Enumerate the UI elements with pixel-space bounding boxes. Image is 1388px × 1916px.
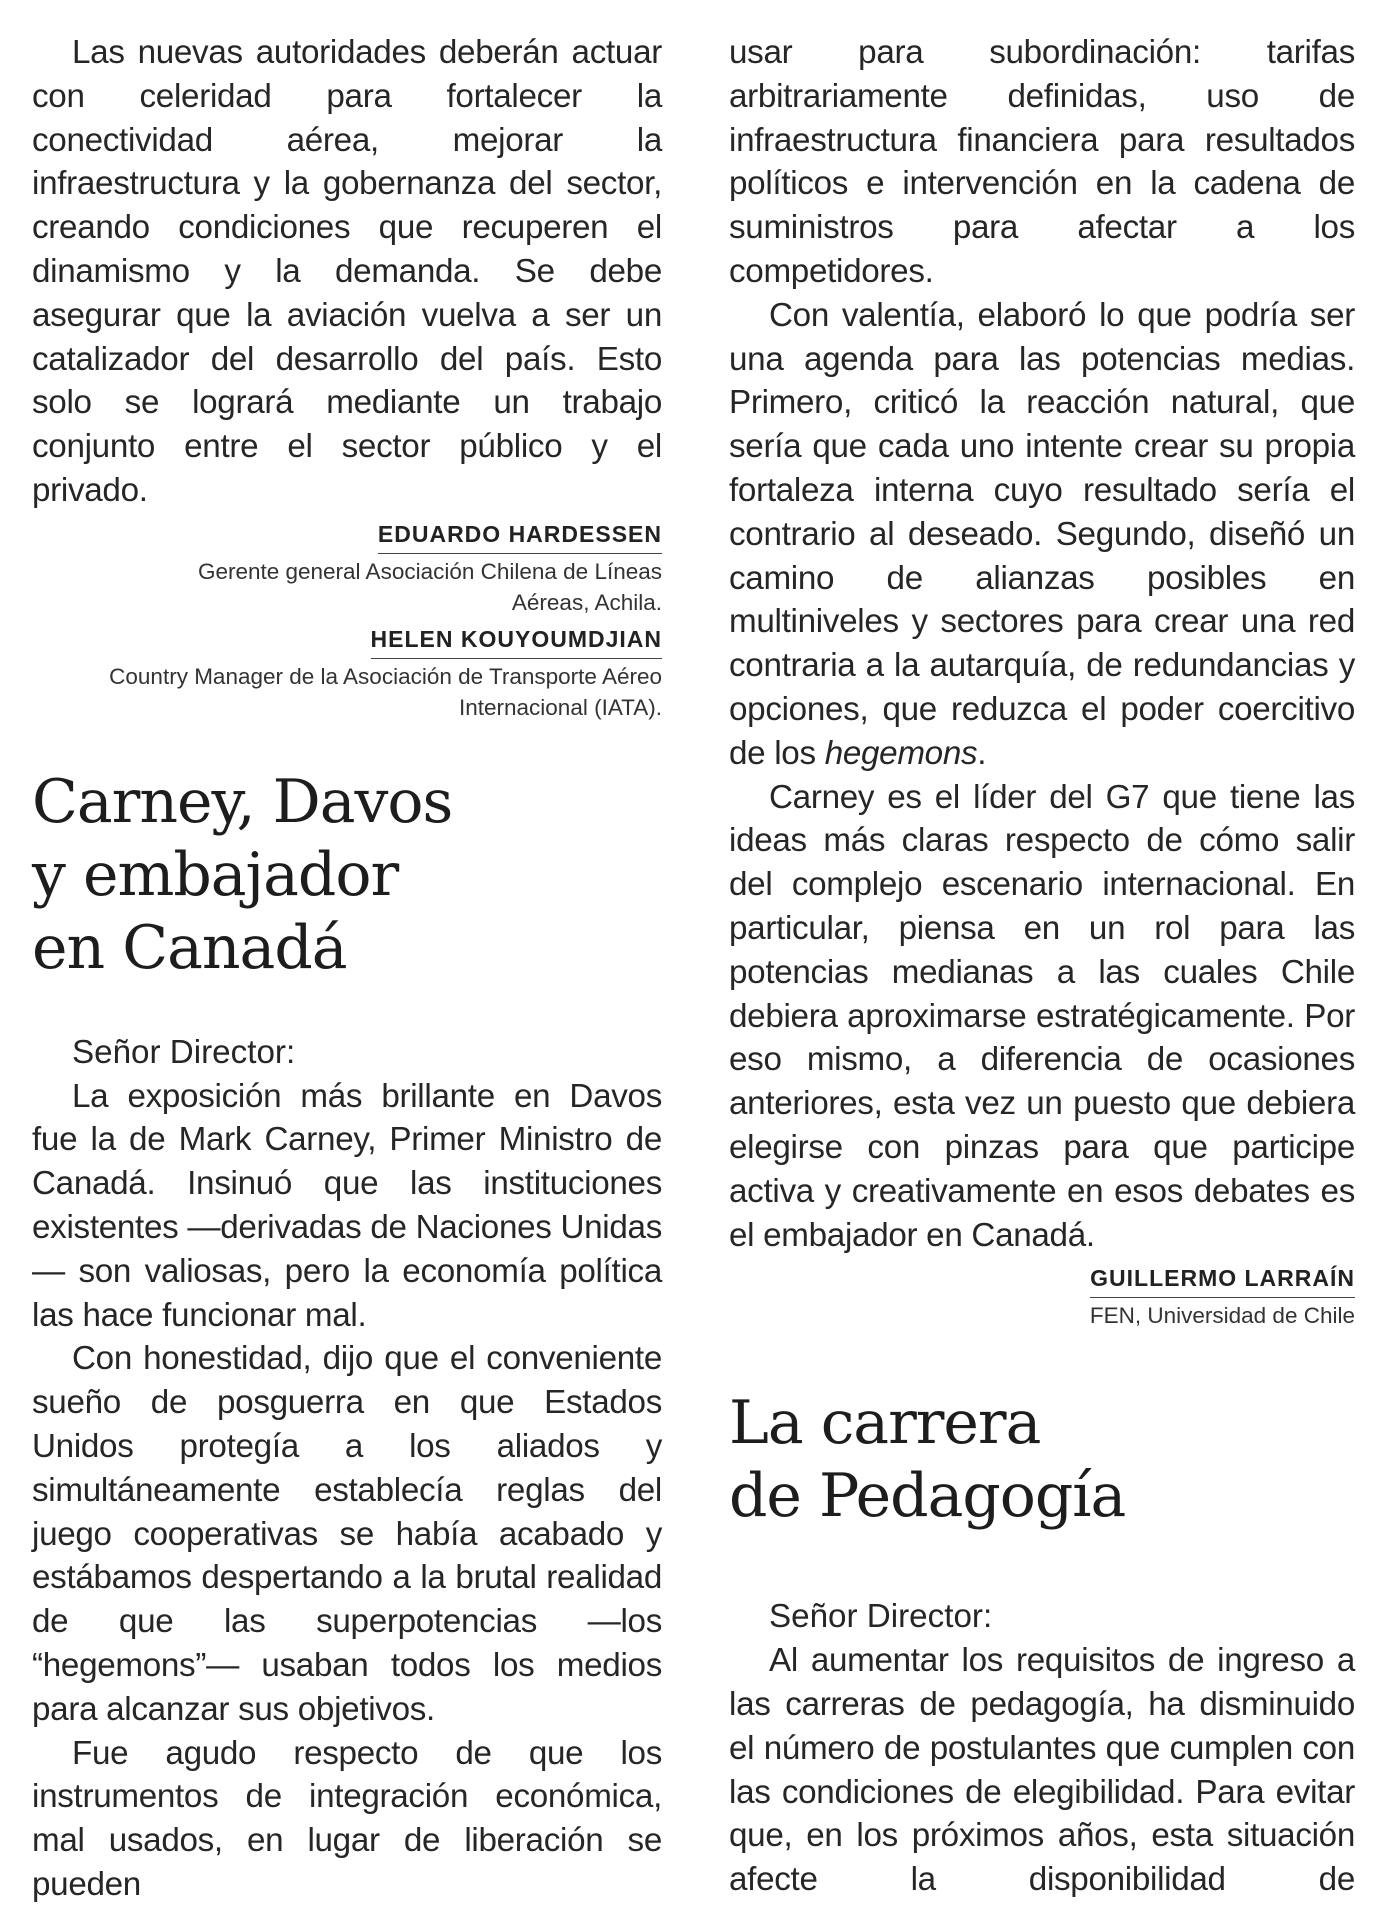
headline-line: Carney, Davos [32,766,453,837]
letter-paragraph: Carney es el líder del G7 que tiene las ideas más claras respecto de cómo salir del complejo escenario internacional. En particular, piensa en un rol para las potencias medianas a las cuales Chile debiera aproximarse estratégicamente. Por eso mismo, a diferencia de ocasiones anteriores, esta vez un puesto que debiera elegirse con pinzas para que participe activa y creativamente en esos debates es el embajador en Canadá. [729,778,1355,1254]
signature-block [32,624,662,659]
signature-name: EDUARDO HARDESSEN [378,519,662,554]
letter-paragraph: usar para subordinación: tarifas arbitrariamente definidas, uso de infraestructura financiera para resultados políticos e intervención en la cadena de suministros para afectar a los competidores. [729,34,1355,290]
signature-name: GUILLERMO LARRAÍN [1090,1263,1355,1298]
paragraph-text: . [977,734,987,772]
letter-pedagogia [729,1387,1355,1902]
letter-aviation [32,0,662,723]
left-column [32,0,662,1907]
headline-pedagogia [729,1387,1355,1533]
headline-line: La carrera [729,1388,1041,1459]
signature-role: FEN, Universidad de Chile [1089,1303,1355,1329]
signature-block [729,1263,1355,1298]
headline-carney [32,766,662,985]
salutation: Señor Director: [769,1598,993,1636]
signature-block [32,519,662,554]
right-column [729,0,1355,1902]
italic-term: hegemons [824,734,978,772]
signature-role: Country Manager de la Asociación de Transporte Aéreo Internacional (IATA). [109,663,662,720]
letter-paragraph: Al aumentar los requisitos de ingreso a las carreras de pedagogía, ha disminuido el número de postulantes que cumplen con las condiciones de elegibilidad. Para evitar que, en los próximos años, esta situación afecte la disponibilidad de [729,1642,1355,1899]
letter-carney [32,766,662,1907]
paragraph-text: Con valentía, elaboró lo que podría ser una agenda para las potencias medias. Primero, criticó la reacción natural, que sería que cada uno intente crear su propia fortaleza interna cuyo resultado sería el contrario al deseado. Segundo, diseñó un camino de alianzas posibles en multiniveles y sectores para crear una red contraria a la autarquía, de redundancias y opciones, que reduzca el poder coercitivo de los [729,296,1355,772]
letter-carney-continuation [729,0,1355,1331]
headline-line: de Pedagogía [729,1461,1126,1532]
headline-line: en Canadá [32,912,347,983]
headline-line: y embajador [32,839,399,910]
salutation: Señor Director: [72,1033,296,1071]
letter-paragraph: Con honestidad, dijo que el conveniente sueño de posguerra en que Estados Unidos protegía a los aliados y simultáneamente establecía reglas del juego cooperativas se había acabado y estábamos despertando a la brutal realidad de que las superpotencias —los “hegemons”— usaban todos los medios para alcanzar sus objetivos. [32,1340,662,1728]
signature-name: HELEN KOUYOUMDJIAN [371,624,662,659]
signature-role: Gerente general Asociación Chilena de Líneas Aéreas, Achila. [197,558,662,615]
letter-paragraph [729,294,1355,776]
letter-paragraph: La exposición más brillante en Davos fue la de Mark Carney, Primer Ministro de Canadá. Insinuó que las instituciones existentes —derivadas de Naciones Unidas— son valiosas, pero la economía política las hace funcionar mal. [32,1077,662,1334]
letter-aviation-paragraph: Las nuevas autoridades deberán actuar con celeridad para fortalecer la conectividad aérea, mejorar la infraestructura y la gobernanza del sector, creando condiciones que recuperen el dinamismo y la demanda. Se debe asegurar que la aviación vuelva a ser un catalizador del desarrollo del país. Esto solo se logrará mediante un trabajo conjunto entre el sector público y el privado. [32,34,662,509]
letter-paragraph: Fue agudo respecto de que los instrumentos de integración económica, mal usados, en lugar de liberación se pueden [32,1734,662,1903]
